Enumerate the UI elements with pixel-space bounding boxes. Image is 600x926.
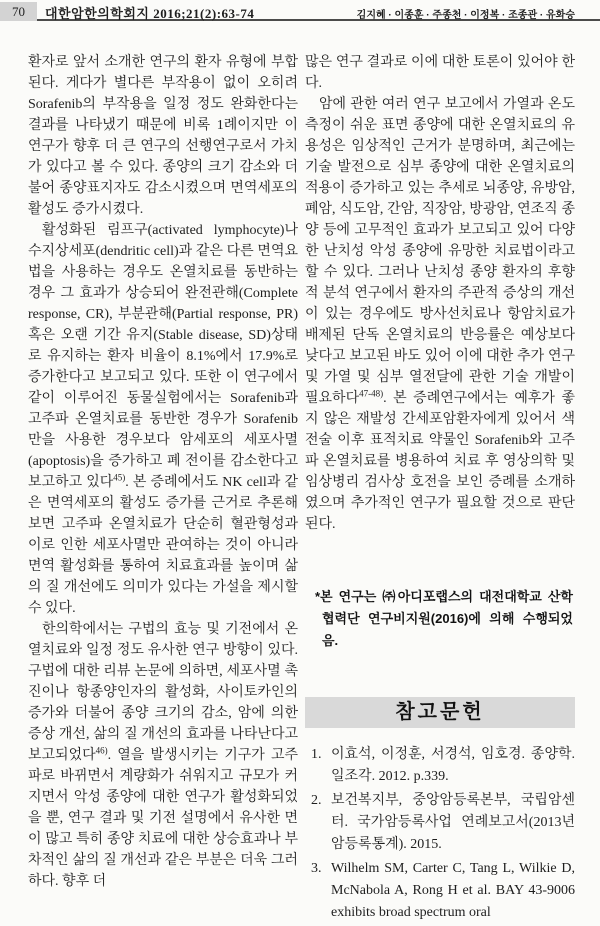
- right-column: [305, 52, 575, 926]
- paragraph-text: . 열을 발생시키는 기구가 고주파로 바뀌면서 계량화가 쉬워지고 규모가 커지면서 악성 종양에 대한 연구가 활성화되었을 뿐, 연구 결과 및 기전 설명에서 유사한 면이 많고 특히 종양 치료에 대한 상승효과나 부차적인 삶의 질 개선과 같은 부분은 더욱 그러하다. 향후 더: [28, 748, 298, 889]
- body-paragraph: [28, 220, 298, 619]
- reference-text: 보건복지부, 중앙암등록본부, 국립암센터. 국가암등록사업 연례보고서(2013년 암등록통계). 2015.: [331, 793, 575, 852]
- paragraph-text: . 본 증례연구에서는 예후가 좋지 않은 재발성 간세포암환자에게 있어서 색전술 이후 표적치료 약물인 Sorafenib와 고주파 온열치료를 병용하여 치료 후 영상의학 및 임상병리 검사상 호전을 보인 증례를 소개하였으며 추가적인 연구가 필요할 것으로 판단된다.: [305, 391, 575, 532]
- authors-line: 김지혜 · 이종훈 · 주종천 · 이정복 · 조종관 · 유화승: [356, 10, 575, 21]
- body-paragraph: [28, 619, 298, 892]
- reference-text: Wilhelm SM, Carter C, Tang L, Wilkie D, McNabola A, Rong H et al. BAY 43-9006 exhibits broad spectrum oral: [331, 861, 575, 920]
- citation-superscript: 45): [113, 472, 126, 483]
- two-column-body: [28, 52, 575, 926]
- paragraph-text: 한의학에서는 구법의 효능 및 기전에서 온열치료와 일정 정도 유사한 연구 방향이 있다. 구법에 대한 리뷰 논문에 의하면, 세포사멸 촉진이나 항종양인자의 활성화, 사이토카인의 증가와 더불어 종양 크기의 감소, 암에 의한 증상 개선, 삶의 질 개선의 효과를 나타난다고 보고되었다: [28, 622, 298, 763]
- reference-text: 이효석, 이정훈, 서경석, 임호경. 종양학. 일조각. 2012. p.339.: [331, 747, 575, 784]
- page-number: 70: [0, 2, 37, 21]
- citation-superscript: 46): [95, 745, 108, 756]
- paragraph-text: 암에 관한 여러 연구 보고에서 가열과 온도 측정이 쉬운 표면 종양에 대한 온열치료의 유용성은 임상적인 근거가 분명하며, 최근에는 기술 발전으로 심부 종양에 대한 온열치료의 적용이 증가하고 있는 추세로 뇌종양, 유방암, 폐암, 식도암, 간암, 직장암, 방광암, 연조직 종양 등에 고무적인 효과가 보고되고 있어 다양한 난치성 악성 종양에 유망한 치료법이라고 할 수 있다. 그러나 난치성 종양 환자의 후향적 분석 연구에서 환자의 주관적 증상의 개선이 있는 경우에도 방사선치료나 항암치료가 배제된 단독 온열치료의 반응률은 예상보다 낮다고 보고된 바도 있어 이에 대한 추가 연구 및 가열 및 심부 열전달에 관한 기술 개발이 필요하다: [305, 97, 575, 406]
- page-header: [0, 0, 600, 21]
- reference-number: 3.: [311, 861, 322, 876]
- references-list: [305, 744, 575, 924]
- journal-title: 대한암한의학회지 2016;21(2):63-74: [45, 6, 255, 21]
- references-heading: 참고문헌: [305, 697, 575, 728]
- reference-item: [305, 744, 575, 788]
- paragraph-text: . 본 증례에서도 NK cell과 같은 면역세포의 활성도 증가를 근거로 추론해보면 고주파 온열치료가 단순히 혈관형성과 이로 인한 세포사멸만 관여하는 것이 아니라 면역 활성화를 통하여 치료효과를 높이며 삶의 질 개선에도 의미가 있다는 가설을 제시할 수 있다.: [28, 475, 298, 616]
- citation-superscript: 47-48): [359, 388, 384, 399]
- reference-item: [305, 790, 575, 856]
- reference-number: 1.: [311, 747, 322, 762]
- funding-note: *본 연구는 ㈜아디포랩스의 대전대학교 산학협력단 연구비지원(2016)에 의해 수행되었음.: [315, 589, 573, 648]
- body-paragraph-continuation: 환자로 앞서 소개한 연구의 환자 유형에 부합된다. 게다가 별다른 부작용이 없이 오히려 Sorafenib의 부작용을 일정 정도 완화한다는 결과를 나타냈기 때문에 비록 1례이지만 이 연구가 향후 더 큰 연구의 선행연구로서 가치가 있다고 볼 수 있다. 종양의 크기 감소와 더불어 종양표지자도 감소시켰으며 면역세포의 활성도 증가시켰다.: [28, 55, 298, 217]
- left-column: [28, 52, 298, 926]
- paragraph-text: 활성화된 림프구(activated lymphocyte)나 수지상세포(dendritic cell)과 같은 다른 면역요법을 사용하는 경우도 온열치료를 동반하는 경우 그 효과가 상승되어 완전관해(Complete response, CR), 부분관해(Partial response, PR) 혹은 오랜 기간 유지(Stable disease, SD)상태로 유지하는 환자 비율이 8.1%에서 17.9%로 증가한다고 보고되고 있다. 또한 이 연구에서 같이 이루어진 동물실험에서는 Sorafenib과 고주파 온열치료를 동반한 경우가 Sorafenib만을 사용한 경우보다 암세포의 세포사멸(apoptosis)을 증가하고 폐 전이를 감소한다고 보고하고 있다: [28, 223, 298, 490]
- body-paragraph: [305, 94, 575, 535]
- body-paragraph-continuation: 많은 연구 결과로 이에 대한 토론이 있어야 한다.: [305, 55, 575, 91]
- reference-number: 2.: [311, 793, 322, 808]
- reference-item: [305, 858, 575, 924]
